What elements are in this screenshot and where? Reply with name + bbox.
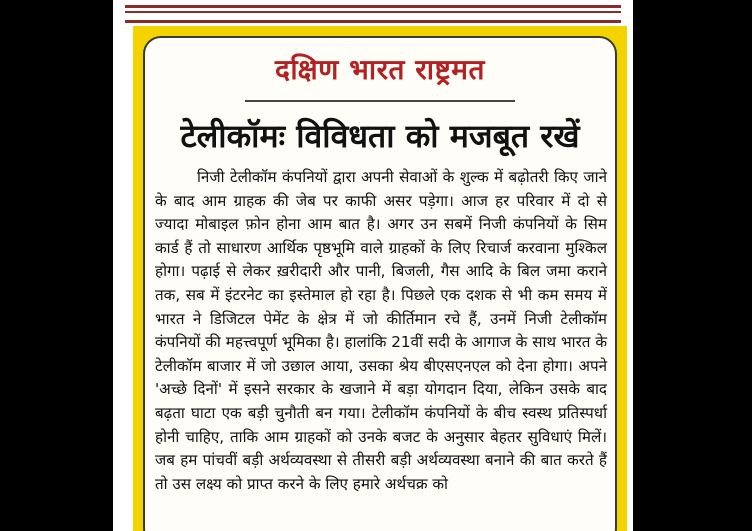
editorial-panel bbox=[143, 36, 617, 531]
headline: टेलीकॉमः विविधता को मजबूत रखें bbox=[180, 117, 580, 155]
newspaper-clipping bbox=[113, 0, 633, 531]
article-body bbox=[155, 166, 607, 496]
header-rule bbox=[125, 5, 621, 23]
article-paragraph: निजी टेलीकॉम कंपनियों द्वारा अपनी सेवाओं के शुल्क में बढ़ोतरी किए जाने के बाद आम ग्राहक की जेब पर काफी असर पड़ेगा। आज हर परिवार में दो से ज्यादा मोबाइल फ़ोन होना आम बात है। अगर उन सबमें निजी कंपनियों के सिम कार्ड हैं तो साधारण आर्थिक पृष्ठभूमि वाले ग्राहकों के लिए रिचार्ज करवाना मुश्किल होगा। पढ़ाई से लेकर ख़रीदारी और पानी, बिजली, गैस आदि के बिल जमा कराने तक, सब में इंटरनेट का इस्तेमाल हो रहा है। पिछले एक दशक से भी कम समय में भारत ने डिजिटल पेमेंट के क्षेत्र में जो कीर्तिमान रचे हैं, उनमें निजी टेलीकॉम कंपनियों की महत्त्वपूर्ण भूमिका है। हालांकि 21वीं सदी के आगाज के साथ भारत के टेलीकॉम बाजार में जो उछाल आया, उसका श्रेय बीएसएनएल को देना होगा। अपने 'अच्छे दिनों' में इसने सरकार के खजाने में बड़ा योगदान दिया, लेकिन उसके बाद बढ़ता घाटा एक बड़ी चुनौती बन गया। टेलीकॉम कंपनियों के बीच स्वस्थ प्रतिस्पर्धा होनी चाहिए, ताकि आम ग्राहकों को उनके बजट के अनुसार बेहतर सुविधाएं मिलें। जब हम पांचवीं बड़ी अर्थव्यवस्था से तीसरी बड़ी अर्थव्यवस्था बनाने की बात करते हैं तो उस लक्ष्य को प्राप्त करने के लिए हमारे अर्थचक्र को bbox=[155, 168, 607, 493]
editorial-frame bbox=[133, 26, 627, 531]
masthead: दक्षिण भारत राष्ट्रमत bbox=[274, 53, 486, 86]
masthead-underline bbox=[245, 100, 515, 102]
